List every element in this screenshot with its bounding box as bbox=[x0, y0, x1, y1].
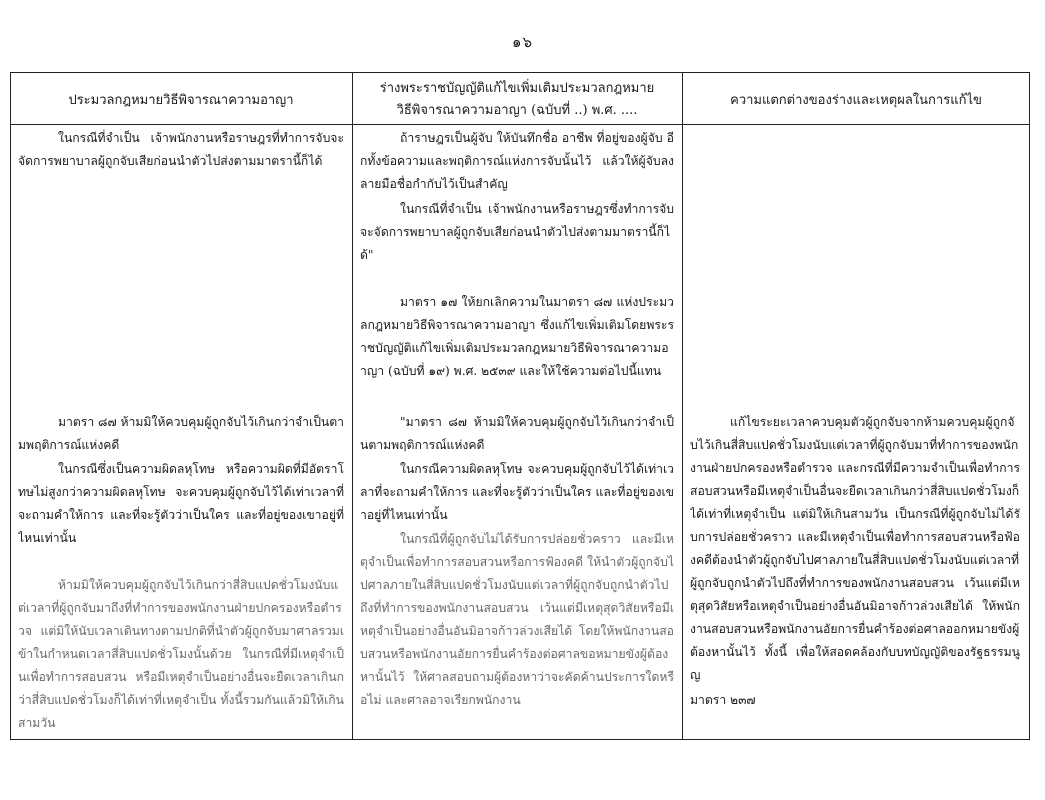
col3-paragraph: แก้ไขระยะเวลาควบคุมตัวผู้ถูกจับจากห้ามควบคุมผู้ถูกจับไว้เกินสี่สิบแปดชั่วโมงนับแต่เวลาที่ผู้ถูกจับมาที่ทำการของพนักงานฝ่ายปกครองหรือตำรวจ และกรณีที่มีความจำเป็นเพื่อทำการสอบสวนหรือมีเหตุจำเป็นอื่นจะยืดเวลาเกินกว่าสี่สิบแปดชั่วโมงก็ได้เท่าที่เหตุจำเป็น แต่มิให้เกินสามวัน เป็นกรณีที่ผู้ถูกจับไม่ได้รับการปล่อยชั่วคราว และมีเหตุจำเป็นเพื่อทำการสอบสวนหรือฟ้องคดีต้องนำตัวผู้ถูกจับไปศาลภายในสี่สิบแปดชั่วโมงนับแต่เวลาที่ผู้ถูกจับถูกนำตัวไปถึงที่ทำการของพนักงานสอบสวน เว้นแต่มีเหตุสุดวิสัยหรือเหตุจำเป็นอย่างอื่นอันมิอาจก้าวล่วงเสียได้ ให้พนักงานสอบสวนหรือพนักงานอัยการยื่นคำร้องต่อศาลออกหมายขังผู้ต้องหานั้นไว้ ทั้งนี้ เพื่อให้สอดคล้องกับบทบัญญัติของรัฐธรรมนูญ bbox=[690, 415, 1020, 682]
header-draft-act-line2: วิธีพิจารณาความอาญา (ฉบับที่ ..) พ.ศ. .... bbox=[396, 103, 638, 118]
page-number: ๑๖ bbox=[511, 33, 534, 51]
col2-paragraph: ในกรณีที่จำเป็น เจ้าพนักงานหรือราษฎรซึ่งทำการจับจะจัดการพยาบาลผู้ถูกจับเสียก่อนนำตัวไปส่งตามมาตรานี้ก็ได้" bbox=[360, 202, 674, 262]
col1-paragraph: ในกรณีที่จำเป็น เจ้าพนักงานหรือราษฎรที่ทำการจับจะจัดการพยาบาลผู้ถูกจับเสียก่อนนำตัวไปส่งตามมาตรานี้ก็ได้ bbox=[18, 131, 344, 168]
header-draft-act bbox=[356, 78, 678, 122]
col2-paragraph: ในกรณีความผิดลหุโทษ จะควบคุมผู้ถูกจับไว้ได้เท่าเวลาที่จะถามคำให้การ และที่จะรู้ตัวว่าเป็นใคร และที่อยู่ของเขาอยู่ที่ไหนเท่านั้น bbox=[360, 462, 674, 522]
column-divider-2 bbox=[682, 72, 683, 740]
col1-paragraph: ในกรณีซึ่งเป็นความผิดลหุโทษ หรือความผิดที่มีอัตราโทษไม่สูงกว่าความผิดลหุโทษ จะควบคุมผู้ถูกจับไว้ได้เท่าเวลาที่จะถามคำให้การ และที่จะรู้ตัวว่าเป็นใคร และที่อยู่ของเขาอยู่ที่ไหนเท่านั้น bbox=[18, 462, 344, 545]
header-differences: ความแตกต่างของร่างและเหตุผลในการแก้ไข bbox=[730, 93, 982, 108]
header-draft-act-line1: ร่างพระราชบัญญัติแก้ไขเพิ่มเติมประมวลกฎหมาย bbox=[379, 81, 655, 96]
col1-paragraph: มาตรา ๘๗ ห้ามมิให้ควบคุมผู้ถูกจับไว้เกินกว่าจำเป็นตามพฤติการณ์แห่งคดี bbox=[18, 415, 344, 452]
col1-paragraph: ห้ามมิให้ควบคุมผู้ถูกจับไว้เกินกว่าสี่สิบแปดชั่วโมงนับแต่เวลาที่ผู้ถูกจับมาถึงที่ทำการของพนักงานฝ่ายปกครองหรือตำรวจ แต่มิให้นับเวลาเดินทางตามปกติที่นำตัวผู้ถูกจับมาศาลรวมเข้าในกำหนดเวลาสี่สิบแปดชั่วโมงนั้นด้วย ในกรณีที่มีเหตุจำเป็นเพื่อทำการสอบสวน หรือมีเหตุจำเป็นอย่างอื่นจะยืดเวลาเกินกว่าสี่สิบแปดชั่วโมงก็ได้เท่าที่เหตุจำเป็น ทั้งนี้รวมกันแล้วมิให้เกินสามวัน bbox=[18, 578, 344, 730]
header-divider bbox=[10, 124, 1030, 125]
column-divider-1 bbox=[352, 72, 353, 740]
col2-paragraph: ถ้าราษฎรเป็นผู้จับ ให้บันทึกชื่อ อาชีพ ที่อยู่ของผู้จับ อีกทั้งข้อความและพฤติการณ์แห่งการจับนั้นไว้ แล้วให้ผู้จับลงลายมือชื่อกำกับไว้เป็นสำคัญ bbox=[360, 131, 674, 191]
col2-paragraph: "มาตรา ๘๗ ห้ามมิให้ควบคุมผู้ถูกจับไว้เกินกว่าจำเป็นตามพฤติการณ์แห่งคดี bbox=[360, 415, 674, 452]
header-current-code: ประมวลกฎหมายวิธีพิจารณาความอาญา bbox=[68, 93, 294, 108]
col3-paragraph: มาตรา ๒๓๗ bbox=[690, 693, 756, 707]
col2-paragraph: มาตรา ๑๗ ให้ยกเลิกความในมาตรา ๘๗ แห่งประมวลกฎหมายวิธีพิจารณาความอาญา ซึ่งแก้ไขเพิ่มเติมโดยพระราชบัญญัติแก้ไขเพิ่มเติมประมวลกฎหมายวิธีพิจารณาความอาญา (ฉบับที่ ๑๙) พ.ศ. ๒๕๓๙ และให้ใช้ความต่อไปนี้แทน bbox=[360, 295, 674, 378]
col2-paragraph: ในกรณีที่ผู้ถูกจับไม่ได้รับการปล่อยชั่วคราว และมีเหตุจำเป็นเพื่อทำการสอบสวนหรือการฟ้องคดี ให้นำตัวผู้ถูกจับไปศาลภายในสี่สิบแปดชั่วโมงนับแต่เวลาที่ผู้ถูกจับถูกนำตัวไปถึงที่ทำการของพนักงานสอบสวน เว้นแต่มีเหตุสุดวิสัยหรือมีเหตุจำเป็นอย่างอื่นอันมิอาจก้าวล่วงเสียได้ โดยให้พนักงานสอบสวนหรือพนักงานอัยการยื่นคำร้องต่อศาลขอหมายขังผู้ต้องหานั้นไว้ ให้ศาลสอบถามผู้ต้องหาว่าจะคัดค้านประการใดหรือไม่ และศาลอาจเรียกพนักงาน bbox=[360, 532, 674, 707]
